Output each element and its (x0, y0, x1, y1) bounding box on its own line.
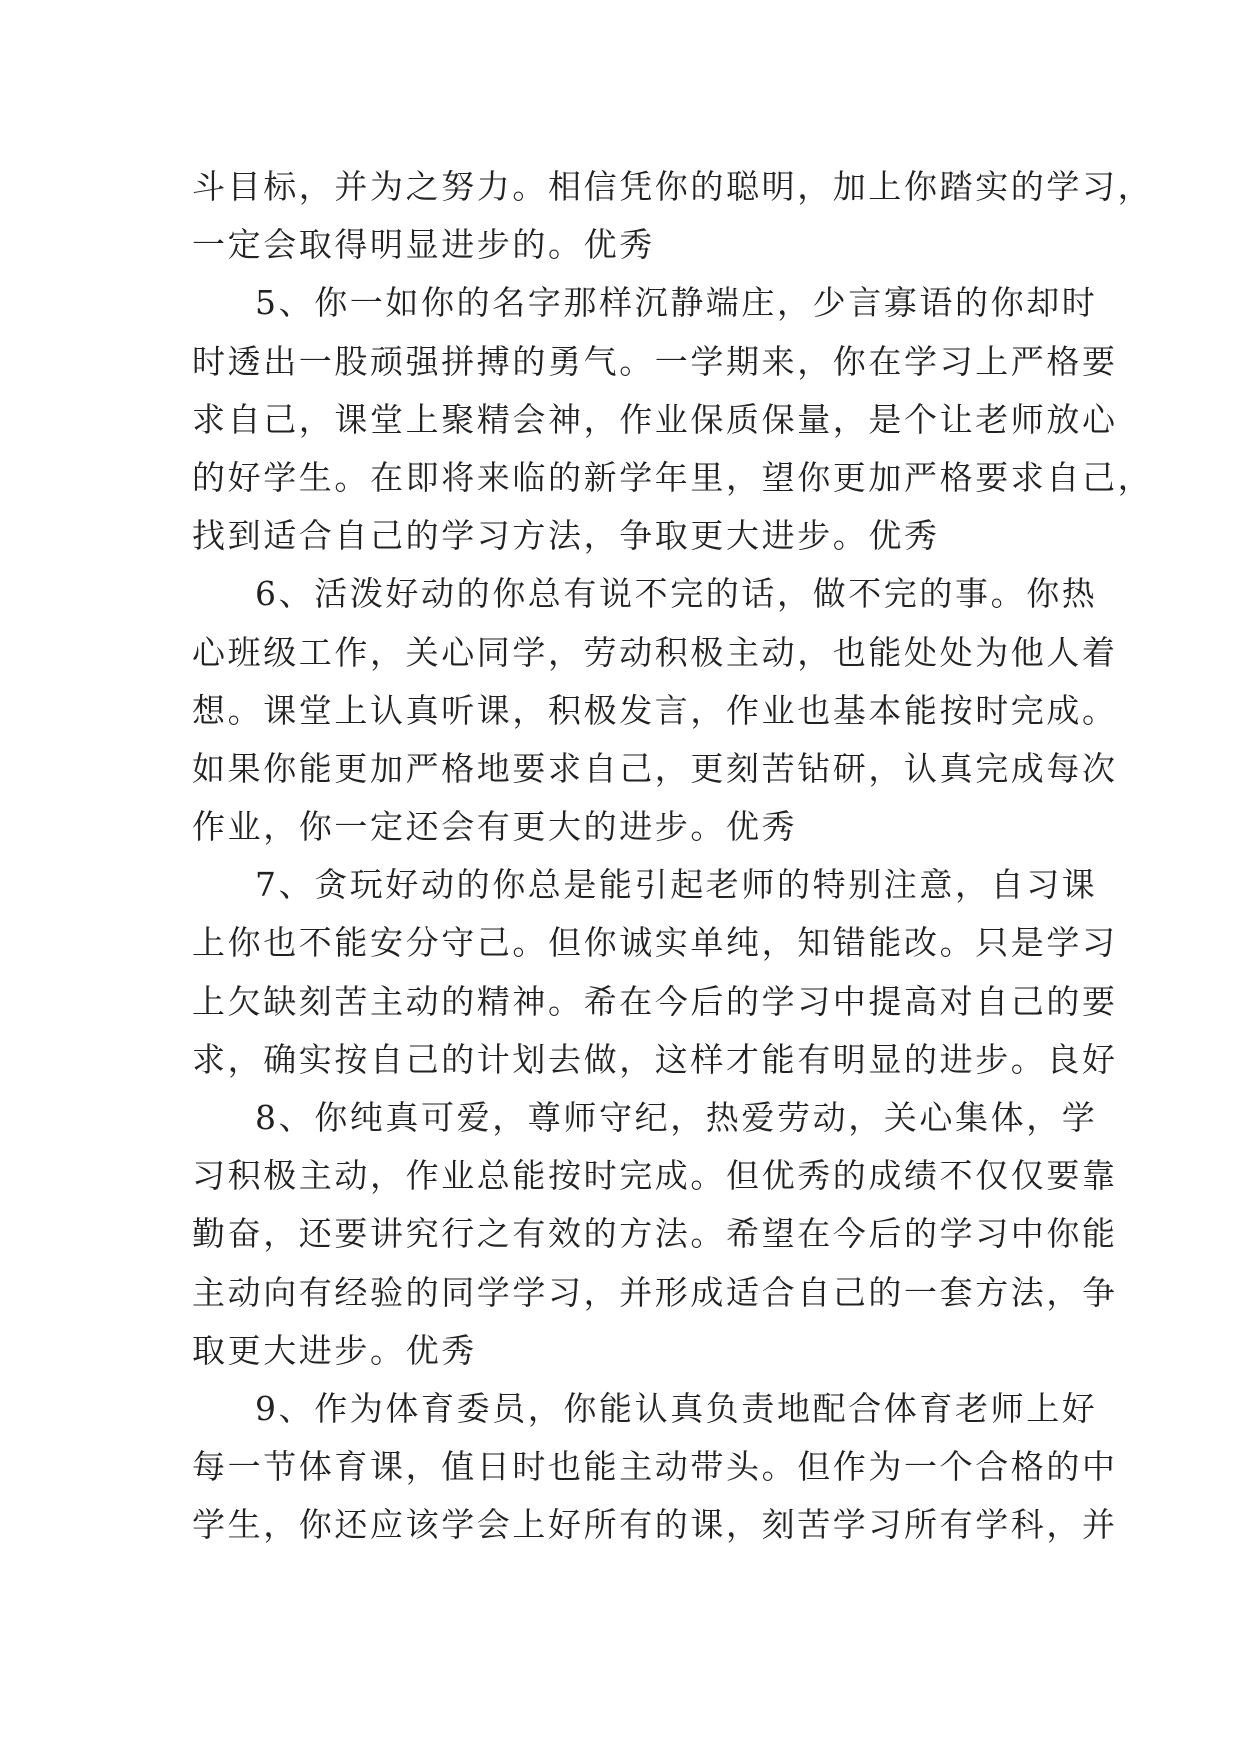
text-line: 如果你能更加严格地要求自己，更刻苦钻研，认真完成每次 (192, 748, 1118, 788)
text-line: 习积极主动，作业总能按时完成。但优秀的成绩不仅仅要靠 (192, 1156, 1118, 1196)
text-line: 每一节体育课，值日时也能主动带头。但作为一个合格的中 (192, 1447, 1118, 1487)
paragraph-first-line: 6、活泼好动的你总有说不完的话，做不完的事。你热 (255, 574, 1098, 614)
text-line: 的好学生。在即将来临的新学年里，望你更加严格要求自己， (192, 457, 1154, 497)
text-line: 想。课堂上认真听课，积极发言，作业也基本能按时完成。 (192, 690, 1118, 730)
text-line: 上你也不能安分守己。但你诚实单纯，知错能改。只是学习 (192, 923, 1118, 963)
text-line: 主动向有经验的同学学习，并形成适合自己的一套方法，争 (192, 1272, 1118, 1312)
text-line: 勤奋，还要讲究行之有效的方法。希望在今后的学习中你能 (192, 1214, 1118, 1254)
text-line: 斗目标，并为之努力。相信凭你的聪明，加上你踏实的学习， (192, 167, 1154, 206)
text-line: 取更大进步。优秀 (192, 1330, 477, 1370)
text-line: 学生，你还应该学会上好所有的课，刻苦学习所有学科，并 (192, 1505, 1118, 1545)
text-line: 时透出一股顽强拼搏的勇气。一学期来，你在学习上严格要 (192, 341, 1118, 381)
text-line: 求，确实按自己的计划去做，这样才能有明显的进步。良好 (192, 1039, 1118, 1079)
text-line: 一定会取得明显进步的。优秀 (192, 225, 655, 265)
text-line: 求自己，课堂上聚精会神，作业保质保量，是个让老师放心 (192, 399, 1118, 439)
text-line: 作业，你一定还会有更大的进步。优秀 (192, 807, 798, 847)
text-line: 找到适合自己的学习方法，争取更大进步。优秀 (192, 516, 940, 556)
paragraph-first-line: 5、你一如你的名字那样沉静端庄，少言寡语的你却时 (255, 283, 1098, 323)
text-line: 心班级工作，关心同学，劳动积极主动，也能处处为他人着 (192, 632, 1118, 672)
paragraph-first-line: 7、贪玩好动的你总是能引起老师的特别注意，自习课 (255, 865, 1098, 905)
document-body (192, 158, 1154, 1555)
text-line: 上欠缺刻苦主动的精神。希在今后的学习中提高对自己的要 (192, 981, 1118, 1021)
paragraph-first-line: 8、你纯真可爱，尊师守纪，热爱劳动，关心集体，学 (255, 1098, 1098, 1137)
paragraph-first-line: 9、作为体育委员，你能认真负责地配合体育老师上好 (255, 1388, 1098, 1428)
